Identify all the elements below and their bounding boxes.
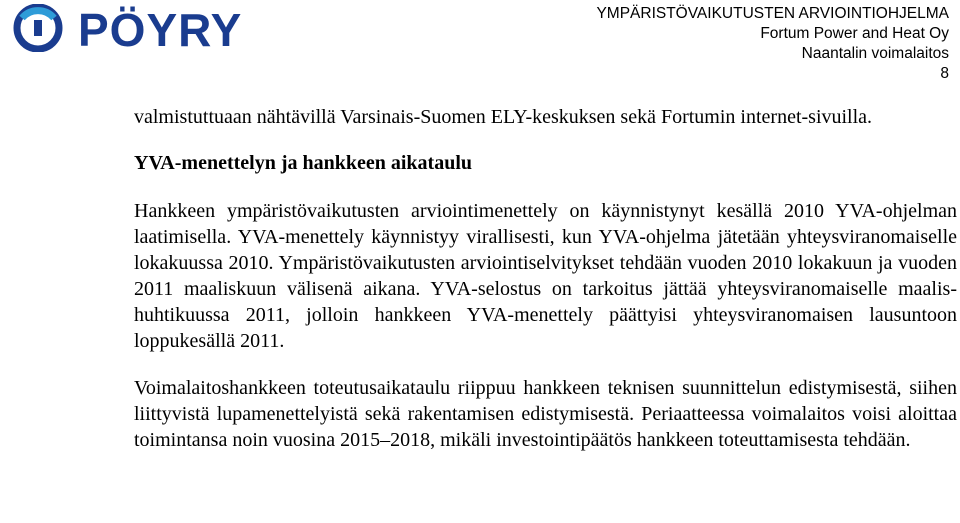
section-heading: YVA-menettelyn ja hankkeen aikataulu	[134, 152, 472, 174]
company-logo	[12, 4, 282, 56]
document-body	[134, 104, 957, 453]
page-header	[596, 4, 949, 84]
intro-paragraph: valmistuttuaan nähtävillä Varsinais-Suomen ELY-keskuksen sekä Fortumin internet-sivuilla.	[134, 106, 873, 128]
company-name: Fortum Power and Heat Oy	[760, 25, 949, 42]
schedule-paragraph: Hankkeen ympäristövaikutusten arviointimenettely on käynnistynyt kesällä 2010 YVA-ohjelman laatimisella. YVA-menettely käynnistyy virallisesti, kun YVA-ohjelma jätetään yhteysviranomaiselle lokakuussa 2010. Ympäristövaikutusten arviointiselvitykset tehdään vuoden 2010 lokakuun ja vuoden 2011 maaliskuun välisenä aikana. YVA-selostus on tarkoitus jättää yhteysviranomaiselle maalis-huhtikuussa 2011, jolloin hankkeen YVA-menettely päättyisi yhteysviranomaisen lausuntoon loppukesällä 2011.	[134, 200, 957, 352]
poyry-logo-icon	[12, 4, 64, 52]
logo-wordmark: PÖYRY	[78, 4, 243, 56]
implementation-paragraph: Voimalaitoshankkeen toteutusaikataulu riippuu hankkeen teknisen suunnittelun edistymisestä, siihen liittyvistä lupamenettelyistä sekä rakentamisen edistymisestä. Periaatteessa voimalaitos voisi aloittaa toimintansa noin vuosina 2015–2018, mikäli investointipäätös hankkeen toteuttamisesta tehdään.	[134, 377, 957, 451]
page-number: 8	[940, 65, 949, 82]
program-title: YMPÄRISTÖVAIKUTUSTEN ARVIOINTIOHJELMA	[596, 5, 949, 22]
site-name: Naantalin voimalaitos	[801, 45, 949, 62]
